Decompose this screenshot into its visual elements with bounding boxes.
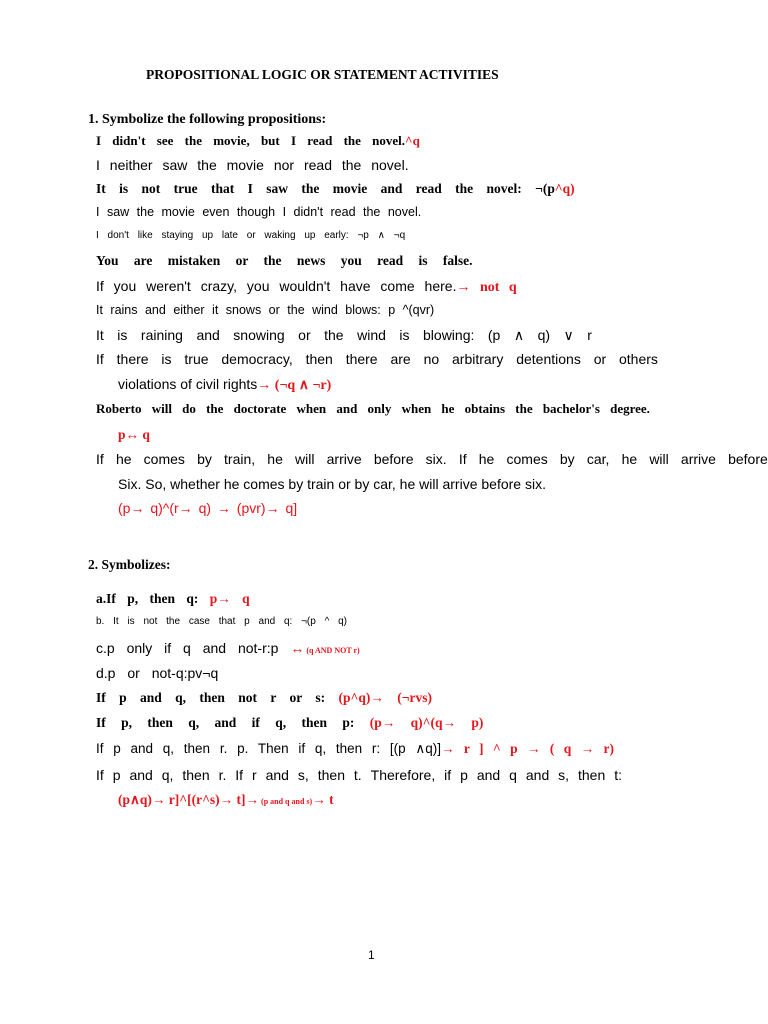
exercise-g <box>96 742 614 756</box>
proposition-10 <box>96 352 658 366</box>
proposition-2: I neither saw the movie nor read the novel. <box>96 157 409 173</box>
exercise-f <box>96 716 483 730</box>
word: bachelor's <box>542 401 600 416</box>
word: he <box>267 451 283 467</box>
proposition-text: I didn't see the movie, but I read the novel. <box>96 133 406 148</box>
word: then <box>317 767 345 783</box>
word: arbitrary <box>452 351 504 367</box>
exercise-answer: (p∧q)→ r]^[(r^s)→ t]→ <box>118 792 260 807</box>
word: ∧ <box>513 327 525 343</box>
word: no <box>423 351 440 367</box>
word: degree. <box>610 401 650 416</box>
proposition-answer-part: ¬(p <box>535 181 555 196</box>
word: t. <box>353 767 362 783</box>
word: true <box>184 351 209 367</box>
word: p <box>460 767 468 783</box>
word: comes <box>143 451 185 467</box>
word: s, <box>558 767 570 783</box>
word: he <box>441 401 455 416</box>
word: do <box>182 401 196 416</box>
word: doctorate <box>233 401 287 416</box>
proposition-12 <box>96 452 768 466</box>
word: others <box>619 351 658 367</box>
word: is <box>117 327 128 343</box>
proposition-7 <box>96 279 517 295</box>
word: and <box>129 767 153 783</box>
word: and <box>196 327 220 343</box>
word: If <box>458 451 467 467</box>
word: the <box>206 401 224 416</box>
proposition-3 <box>96 182 575 196</box>
word: detentions <box>516 351 581 367</box>
proposition-9 <box>96 328 592 342</box>
word: q) <box>537 327 551 343</box>
word: there <box>116 351 149 367</box>
word: It <box>96 327 104 343</box>
word: will <box>295 451 315 467</box>
proposition-11-answer: p↔ q <box>118 427 150 442</box>
proposition-text: It is not true that I saw the movie and read the novel: <box>96 181 536 196</box>
word: is <box>161 351 172 367</box>
word: there <box>345 351 378 367</box>
exercise-c <box>96 641 360 655</box>
word: ∨ <box>563 327 574 343</box>
exercise-text: If p and q, then not r or s: <box>96 690 339 705</box>
word: Therefore, <box>370 767 436 783</box>
exercise-answer-small: (p and q and s) <box>259 797 313 806</box>
word: r <box>252 767 257 783</box>
word: and <box>476 767 501 783</box>
section-1-heading: 1. Symbolize the following propositions: <box>88 112 327 127</box>
exercise-text: a.If p, then q: <box>96 591 210 606</box>
exercise-answer-small: (q AND NOT r) <box>304 646 360 655</box>
exercise-answer: → r ] ^ p → ( q → r) <box>441 741 615 756</box>
word: when <box>401 401 432 416</box>
word: and <box>265 767 289 783</box>
section-2-heading: 2. Symbolizes: <box>88 557 171 572</box>
word: he <box>621 451 638 467</box>
proposition-1 <box>96 134 420 147</box>
document-title: PROPOSITIONAL LOGIC OR STATEMENT ACTIVITIES <box>146 67 499 82</box>
word: Roberto <box>96 401 142 416</box>
word: q, <box>161 767 174 783</box>
proposition-text: If you weren't crazy, you wouldn't have come here. <box>96 278 457 294</box>
word: by <box>559 451 575 467</box>
exercise-text: If p and q, then r. p. Then if q, then r: [(p ∧q)] <box>96 741 442 756</box>
exercise-text: If p, then q, and if q, then p: <box>96 715 370 730</box>
word: by <box>197 451 212 467</box>
exercise-e <box>96 691 432 705</box>
word: then <box>182 767 210 783</box>
proposition-11 <box>96 402 650 415</box>
word: then <box>305 351 333 367</box>
word: snowing <box>233 327 285 343</box>
word: and <box>525 767 550 783</box>
word: only <box>367 401 392 416</box>
word: car, <box>586 451 610 467</box>
word: blowing: <box>423 327 475 343</box>
proposition-12-answer: (p→ q)^(r→ q) → (pvr)→ q] <box>118 500 298 516</box>
word: six. <box>425 451 447 467</box>
word: he <box>478 451 495 467</box>
word: q <box>509 767 517 783</box>
word: the <box>515 401 533 416</box>
word: obtains <box>464 401 506 416</box>
word: before <box>728 451 768 467</box>
page-number: 1 <box>368 948 375 962</box>
word: raining <box>140 327 183 343</box>
word: then <box>578 767 606 783</box>
proposition-answer: ^q <box>405 133 420 148</box>
word: r. <box>218 767 227 783</box>
proposition-answer: → not q <box>456 280 517 295</box>
word: comes <box>506 451 548 467</box>
word: when <box>296 401 327 416</box>
proposition-answer: → (¬q ∧ ¬r) <box>257 378 332 393</box>
proposition-10-continuation <box>118 377 331 393</box>
exercise-h-answer <box>118 793 334 807</box>
word: will <box>151 401 172 416</box>
word: t: <box>614 767 622 783</box>
proposition-6: You are mistaken or the news you read is false. <box>96 253 473 268</box>
proposition-12-continuation: Six. So, whether he comes by train or by car, he will arrive before six. <box>118 476 546 492</box>
word: or <box>593 351 607 367</box>
exercise-answer: (p→ q)^(q→ p) <box>369 715 484 730</box>
exercise-a <box>96 592 250 606</box>
exercise-d: d.p or not-q:pv¬q <box>96 665 219 681</box>
exercise-answer: (p^q)→ (¬rvs) <box>338 690 432 705</box>
word: arrive <box>326 451 362 467</box>
word: he <box>115 451 132 467</box>
exercise-answer: ↔ <box>290 640 305 656</box>
proposition-8: It rains and either it snows or the wind blows: p ^(qvr) <box>96 303 435 317</box>
exercise-h <box>96 768 622 782</box>
word: democracy, <box>221 351 293 367</box>
proposition-answer: ^q) <box>554 181 575 196</box>
word: are <box>390 351 411 367</box>
word: arrive <box>680 451 716 467</box>
word: will <box>649 451 669 467</box>
word: If <box>96 451 104 467</box>
word: (p <box>487 327 501 343</box>
exercise-answer-end: → t <box>312 792 334 807</box>
word: s, <box>297 767 309 783</box>
word: wind <box>357 327 386 343</box>
exercise-b: b. It is not the case that p and q: ¬(p ^ q) <box>96 616 347 627</box>
exercise-answer: p→ q <box>209 591 250 606</box>
proposition-text: violations of civil rights <box>118 376 258 392</box>
word: If <box>96 351 104 367</box>
word: p <box>112 767 121 783</box>
word: r <box>587 327 592 343</box>
proposition-4: I saw the movie even though I didn't read the novel. <box>96 205 422 219</box>
word: before <box>373 451 414 467</box>
exercise-text: c.p only if q and not-r:p <box>96 640 291 656</box>
word: train, <box>224 451 256 467</box>
word: is <box>399 327 410 343</box>
word: if <box>444 767 452 783</box>
word: If <box>235 767 244 783</box>
word: and <box>336 401 358 416</box>
word: If <box>96 767 104 783</box>
word: the <box>324 327 344 343</box>
word: or <box>298 327 311 343</box>
proposition-5: I don't like staying up late or waking up early: ¬p ∧ ¬q <box>96 230 406 241</box>
